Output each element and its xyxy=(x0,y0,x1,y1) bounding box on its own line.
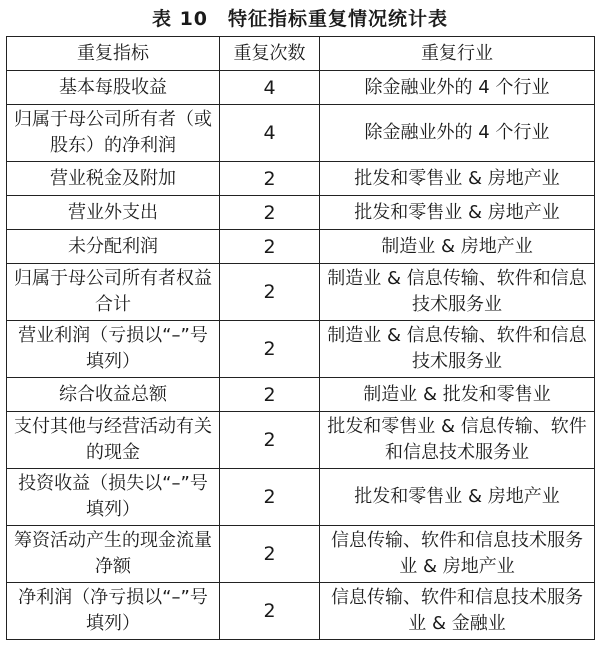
table-row xyxy=(7,583,595,640)
count-cell: 2 xyxy=(220,469,320,526)
table-row xyxy=(7,162,595,196)
table-caption: 表 10 特征指标重复情况统计表 xyxy=(151,8,449,30)
industries-cell: 制造业 & 房地产业 xyxy=(320,230,595,264)
count-cell: 2 xyxy=(220,378,320,412)
table-row xyxy=(7,105,595,162)
column-header-industries: 重复行业 xyxy=(320,37,595,71)
indicator-cell: 综合收益总额 xyxy=(7,378,220,412)
table-row xyxy=(7,412,595,469)
indicator-cell: 营业外支出 xyxy=(7,196,220,230)
column-header-indicator: 重复指标 xyxy=(7,37,220,71)
industries-cell: 除金融业外的 4 个行业 xyxy=(320,105,595,162)
table-row xyxy=(7,264,595,321)
count-cell: 2 xyxy=(220,196,320,230)
count-cell: 2 xyxy=(220,264,320,321)
count-cell: 2 xyxy=(220,412,320,469)
table-row xyxy=(7,526,595,583)
indicator-cell: 筹资活动产生的现金流量净额 xyxy=(7,526,220,583)
count-cell: 2 xyxy=(220,162,320,196)
count-cell: 2 xyxy=(220,321,320,378)
table-row xyxy=(7,378,595,412)
industries-cell: 批发和零售业 & 房地产业 xyxy=(320,469,595,526)
industries-cell: 信息传输、软件和信息技术服务业 & 房地产业 xyxy=(320,526,595,583)
indicator-cell: 投资收益（损失以“–”号填列） xyxy=(7,469,220,526)
industries-cell: 制造业 & 信息传输、软件和信息技术服务业 xyxy=(320,321,595,378)
count-cell: 4 xyxy=(220,71,320,105)
industries-cell: 信息传输、软件和信息技术服务业 & 金融业 xyxy=(320,583,595,640)
count-cell: 2 xyxy=(220,230,320,264)
table-header-row xyxy=(7,37,595,71)
industries-cell: 除金融业外的 4 个行业 xyxy=(320,71,595,105)
duplicate-indicator-table xyxy=(6,36,595,640)
count-cell: 2 xyxy=(220,526,320,583)
table-row xyxy=(7,469,595,526)
indicator-cell: 营业税金及附加 xyxy=(7,162,220,196)
industries-cell: 批发和零售业 & 房地产业 xyxy=(320,196,595,230)
indicator-cell: 基本每股收益 xyxy=(7,71,220,105)
table-row xyxy=(7,321,595,378)
industries-cell: 批发和零售业 & 房地产业 xyxy=(320,162,595,196)
column-header-count: 重复次数 xyxy=(220,37,320,71)
indicator-cell: 净利润（净亏损以“–”号填列） xyxy=(7,583,220,640)
indicator-cell: 归属于母公司所有者权益合计 xyxy=(7,264,220,321)
indicator-cell: 营业利润（亏损以“–”号填列） xyxy=(7,321,220,378)
table-row xyxy=(7,71,595,105)
table-row xyxy=(7,230,595,264)
count-cell: 4 xyxy=(220,105,320,162)
count-cell: 2 xyxy=(220,583,320,640)
table-body xyxy=(7,71,595,640)
industries-cell: 制造业 & 批发和零售业 xyxy=(320,378,595,412)
indicator-cell: 支付其他与经营活动有关的现金 xyxy=(7,412,220,469)
industries-cell: 制造业 & 信息传输、软件和信息技术服务业 xyxy=(320,264,595,321)
table-row xyxy=(7,196,595,230)
indicator-cell: 未分配利润 xyxy=(7,230,220,264)
indicator-cell: 归属于母公司所有者（或股东）的净利润 xyxy=(7,105,220,162)
industries-cell: 批发和零售业 & 信息传输、软件和信息技术服务业 xyxy=(320,412,595,469)
